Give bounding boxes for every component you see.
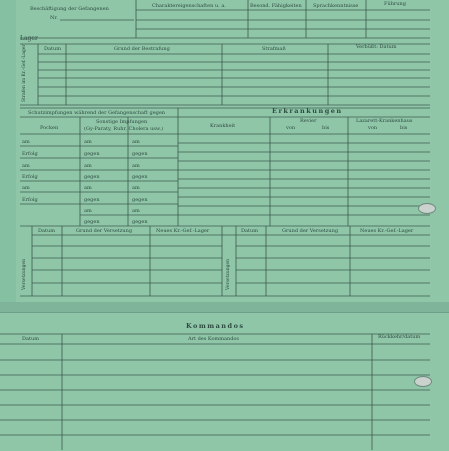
punch-hole	[418, 203, 436, 214]
schutz-row-label: Erfolg	[22, 151, 38, 157]
header-lager: Lager	[20, 35, 38, 42]
schutz-row-a: gegen	[84, 219, 100, 225]
versetzungen-neues-lager: Neues Kr.-Gef.-Lager	[156, 228, 210, 234]
schutz-row-label: am	[22, 163, 30, 169]
schutz-row-a: gegen	[84, 197, 100, 203]
versetzungen-side-label-right: Versetzungen	[226, 258, 231, 290]
schutz-row-b: gegen	[132, 197, 148, 203]
versetzungen-datum-2: Datum	[241, 228, 258, 234]
header-befaehigungen: Besond. Fähigkeiten	[250, 3, 302, 9]
schutz-row-a: gegen	[84, 151, 100, 157]
strafen-datum: Datum	[44, 46, 61, 52]
erkrankungen-krankheit: Krankheit	[210, 123, 236, 129]
schutz-row-b: am	[132, 185, 140, 191]
strafen-verbuesst: Verbüßt: Datum	[356, 44, 397, 50]
header-beschaeftigung: Beschäftigung der Gefangenen	[30, 6, 109, 12]
versetzungen-neues-lager-2: Neues Kr.-Gef.-Lager	[360, 228, 414, 234]
schutz-row-label: am	[22, 139, 30, 145]
schutz-row-a: am	[84, 163, 92, 169]
schutz-row-a: am	[84, 139, 92, 145]
header-fuehrung: Führung	[384, 1, 406, 7]
erkrankungen-lazarett: Lazarett-Krankenhaus	[356, 118, 413, 124]
strafen-side-label: Strafen im Kr.-Gef.-Lager	[22, 44, 27, 102]
erkrankungen-revier-von: von	[286, 125, 296, 131]
strafen-strafmass: Strafmaß	[262, 46, 286, 52]
punch-hole	[414, 376, 432, 387]
schutz-pocken: Pocken	[40, 125, 59, 131]
schutz-row-a: am	[84, 208, 92, 214]
schutz-row-label: Erfolg	[22, 197, 38, 203]
schutz-row-a: gegen	[84, 174, 100, 180]
versetzungen-grund: Grund der Versetzung	[76, 228, 133, 234]
schutz-row-b: gegen	[132, 174, 148, 180]
schutz-row-b: am	[132, 139, 140, 145]
header-sprachkenntnisse: Sprachkenntnisse	[313, 3, 359, 9]
schutz-row-b: gegen	[132, 219, 148, 225]
erkrankungen-revier-bis: bis	[322, 125, 330, 131]
kommandos-title: Kommandos	[186, 322, 245, 330]
kommandos-art: Art des Kommandos	[188, 336, 239, 342]
schutz-sonstige-1: Sonstige Impfungen	[96, 119, 148, 125]
schutz-row-b: am	[132, 163, 140, 169]
kommandos-datum: Datum	[22, 336, 39, 342]
versetzungen-datum: Datum	[38, 228, 55, 234]
schutz-row-b: gegen	[132, 151, 148, 157]
erkrankungen-revier: Revier	[300, 118, 317, 124]
schutz-row-label: am	[22, 185, 30, 191]
schutz-title: Schutzimpfungen während der Gefangenschaft gegen	[28, 110, 166, 116]
header-nr: Nr.	[50, 15, 58, 21]
versetzungen-grund-2: Grund der Versetzung	[282, 228, 339, 234]
versetzungen-side-label-left: Versetzungen	[22, 258, 27, 290]
kommandos-rueckkehr: Rückkehr/datum	[378, 334, 421, 340]
erkrankungen-lazarett-bis: bis	[400, 125, 408, 131]
header-charakter: Charaktereigenschaften u. a.	[152, 3, 226, 9]
schutz-sonstige-2: (Gy-Paraty, Ruhr, Cholera usw.)	[84, 126, 164, 132]
schutz-row-a: am	[84, 185, 92, 191]
schutz-row-label: Erfolg	[22, 174, 38, 180]
erkrankungen-title: Erkrankungen	[272, 107, 343, 115]
erkrankungen-lazarett-von: von	[368, 125, 378, 131]
strafen-grund: Grund der Bestrafung	[114, 46, 170, 52]
schutz-row-b: am	[132, 208, 140, 214]
